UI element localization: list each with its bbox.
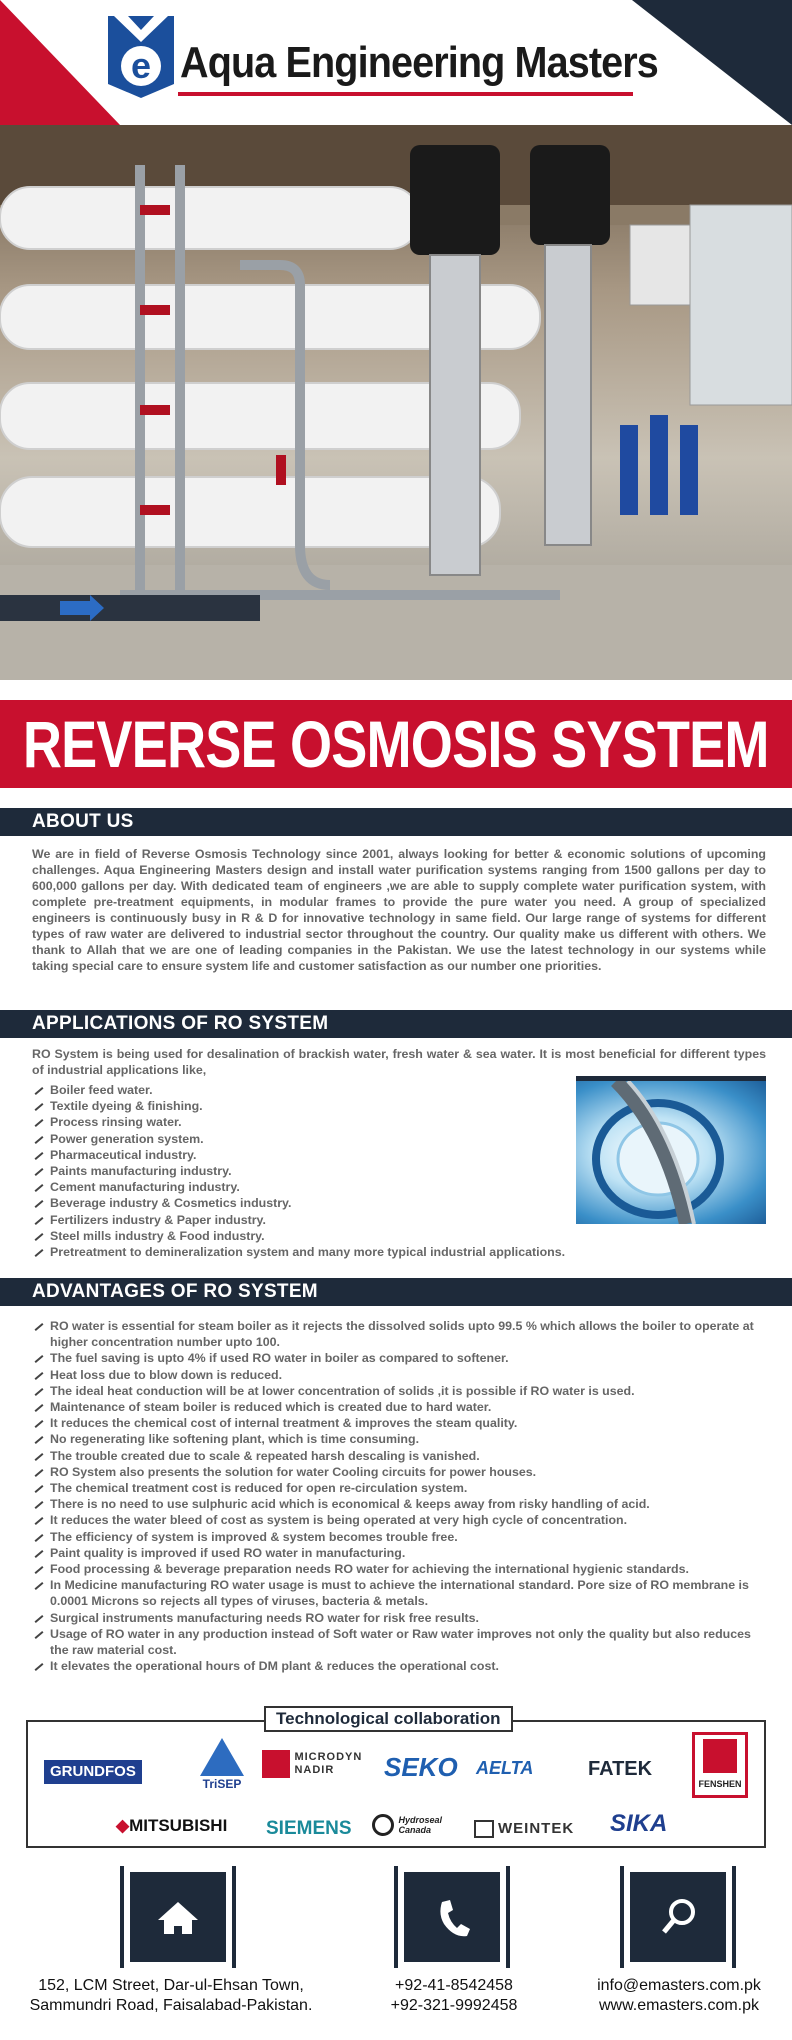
trisep-triangle-icon [196,1736,248,1790]
address [12,1976,330,2016]
phone-numbers [366,1976,542,2016]
ro-membrane-image [576,1076,766,1224]
list-item: Paint quality is improved if used RO water in manufacturing. [32,1545,772,1561]
seko-logo: SEKO [384,1752,458,1782]
list-item: Boiler feed water. [32,1082,592,1098]
list-item: Paints manufacturing industry. [32,1163,592,1179]
company-logo-icon [108,16,174,98]
delta-logo: AELTA [476,1758,534,1778]
nadir-text: NADIR [294,1764,335,1776]
list-item: There is no need to use sulphuric acid which is economical & keeps away from risky handling of acid. [32,1496,772,1512]
list-item: RO System also presents the solution for water Cooling circuits for power houses. [32,1464,772,1480]
membrane-illustration [576,1081,766,1224]
list-item: Usage of RO water in any production instead of Soft water or Raw water improves not only the quality but also reduces the raw material cost. [32,1626,772,1658]
list-item: Power generation system. [32,1131,592,1147]
list-item: The efficiency of system is improved & system becomes trouble free. [32,1529,772,1545]
applications-heading-bar [0,1010,792,1038]
phone-number-2[interactable]: +92-321-9992458 [390,1997,518,2014]
phone-icon [404,1872,500,1962]
list-item: Beverage industry & Cosmetics industry. [32,1195,592,1211]
website-link[interactable]: www.emasters.com.pk [598,1997,760,2014]
list-item: In Medicine manufacturing RO water usage is must to achieve the international standard. Pore size of RO membrane is 0.0001 Microns so rejects all types of viruses, bacteria & metals. [32,1577,772,1609]
hydroseal-logo [372,1814,442,1836]
list-item: Steel mills industry & Food industry. [32,1228,592,1244]
applications-intro: RO System is being used for desalination of brackish water, fresh water & sea water. It is most beneficial for different types of industrial applications like, [32,1047,766,1077]
header [0,0,792,125]
trisep-text: TriSEP [202,1777,242,1790]
hydroseal-text: Hydroseal [398,1815,442,1825]
advantages-list [32,1318,772,1674]
email-link[interactable]: info@emasters.com.pk [597,1977,761,1994]
weintek-mark-icon [474,1820,494,1838]
fenshen-mark-icon [703,1739,737,1773]
ro-plant-photo [0,125,792,680]
list-item: Food processing & beverage preparation needs RO water for achieving the international hygienic standards. [32,1561,772,1577]
mitsubishi-logo [116,1816,227,1836]
list-item: Textile dyeing & finishing. [32,1098,592,1114]
list-item: Maintenance of steam boiler is reduced which is created due to hard water. [32,1399,772,1415]
phone-icon-box [404,1872,500,1962]
list-item: Process rinsing water. [32,1114,592,1130]
advantages-heading: ADVANTAGES OF RO SYSTEM [32,1281,318,1302]
about-heading: ABOUT US [32,811,134,832]
red-corner-triangle [0,0,120,125]
microdyn-text: MICRODYN [294,1751,363,1763]
microdyn-nadir-logo [262,1750,362,1778]
home-icon-box [130,1872,226,1962]
list-item: No regenerating like softening plant, which is time consuming. [32,1431,772,1447]
phone-number-1[interactable]: +92-41-8542458 [395,1977,513,1994]
search-icon-box [630,1872,726,1962]
ro-plant-illustration [0,125,792,680]
contact-web [574,1976,784,2016]
applications-heading: APPLICATIONS OF RO SYSTEM [32,1013,329,1034]
mitsubishi-diamonds-icon: ◆ [116,1816,130,1835]
list-item: Pretreatment to demineralization system and many more typical industrial applications. [32,1244,592,1260]
title-banner [0,700,792,788]
fatek-logo: FATEK [588,1758,653,1780]
search-icon [630,1872,726,1962]
hydroseal-canada-text: Canada [398,1825,431,1835]
list-item: Cement manufacturing industry. [32,1179,592,1195]
applications-list [32,1082,592,1260]
brand-name: Aqua Engineering Masters [180,38,658,87]
list-item: It reduces the chemical cost of internal treatment & improves the steam quality. [32,1415,772,1431]
mitsubishi-text: MITSUBISHI [129,1816,228,1835]
about-text: We are in field of Reverse Osmosis Technology since 2001, always looking for better & economic solutions of upcoming challenges. Aqua Engineering Masters design and install water purification systems ranging from 1500 gallons per day to 600,000 gallons per day. With dedicated team of engineers ,we are able to supply complete water purification system, with complete pre-treatment equipments, in modular frames to provide the pure water you need. A group of specialized engineers is continuously busy in R & D for innovative technology in same field. Our large range of systems for different types of raw water are delivered to industrial sector throughout the country. Our quality make us different with others. We thank to Allah that we are one of leading companies in the Pakistan. We use the latest technology in our systems while taking special care to ensure system life and customer satisfaction as our number one priorities. [32,847,766,973]
home-icon [130,1872,226,1962]
weintek-text: WEINTEK [498,1820,575,1837]
list-item: Surgical instruments manufacturing needs RO water for risk free results. [32,1610,772,1626]
list-item: The fuel saving is upto 4% if used RO water in boiler as compared to softener. [32,1350,772,1366]
fenshen-text: FENSHEN [698,1779,742,1789]
list-item: It elevates the operational hours of DM plant & reduces the operational cost. [32,1658,772,1674]
list-item: RO water is essential for steam boiler as it rejects the dissolved solids upto 99.5 % which allows the boiler to operate at higher concentration number upto 100. [32,1318,772,1350]
hydroseal-ring-icon [372,1814,394,1836]
trisep-logo [196,1736,248,1795]
address-line-1: 152, LCM Street, Dar-ul-Ehsan Town, [38,1977,304,1994]
list-item: The trouble created due to scale & repeated harsh descaling is vanished. [32,1448,772,1464]
advantages-heading-bar [0,1278,792,1306]
weintek-logo [474,1820,574,1838]
list-item: Fertilizers industry & Paper industry. [32,1212,592,1228]
address-line-2: Sammundri Road, Faisalabad-Pakistan. [29,1997,313,2014]
brand-underline [178,92,633,96]
fenshen-logo [692,1732,748,1798]
list-item: Pharmaceutical industry. [32,1147,592,1163]
microdyn-square-icon [262,1750,290,1778]
page-title: REVERSE OSMOSIS SYSTEM [23,707,769,781]
sika-logo: SIKA [610,1810,668,1837]
about-heading-bar [0,808,792,836]
list-item: The ideal heat conduction will be at lower concentration of solids ,it is possible if RO water is used. [32,1383,772,1399]
list-item: The chemical treatment cost is reduced for open re-circulation system. [32,1480,772,1496]
siemens-logo: SIEMENS [266,1818,352,1839]
collaboration-heading: Technological collaboration [264,1706,513,1732]
grundfos-logo: GRUNDFOS [44,1760,142,1784]
logo-letter: e [130,45,152,86]
list-item: Heat loss due to blow down is reduced. [32,1367,772,1383]
list-item: It reduces the water bleed of cost as system is being operated at very high cycle of concentration. [32,1512,772,1528]
